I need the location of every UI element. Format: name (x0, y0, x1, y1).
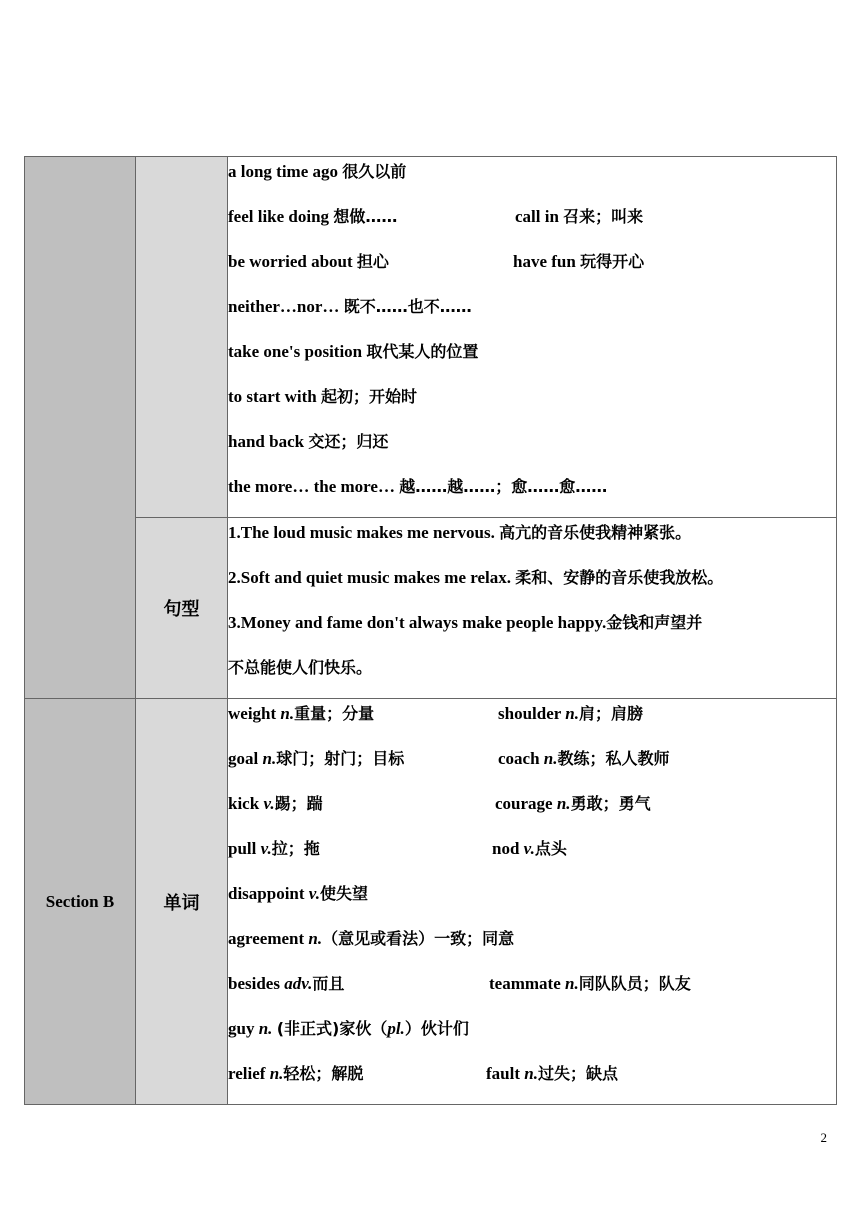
word: pull (228, 839, 257, 858)
meaning: 踢；踹 (274, 794, 323, 813)
meaning: 拉；拖 (271, 839, 320, 858)
section-b-cell (25, 699, 136, 1105)
meaning: 而且 (312, 974, 345, 993)
part-of-speech: pl. (387, 1019, 405, 1038)
phrase-cn: 交还；归还 (308, 432, 389, 451)
sentence-category-cell (136, 518, 228, 699)
phrase-line (228, 472, 836, 517)
phrase-en: the more… the more… (228, 477, 395, 496)
part-of-speech: n. (565, 974, 579, 993)
meaning: 肩；肩膀 (578, 704, 643, 723)
phrase-en: have fun (513, 252, 576, 271)
word: agreement (228, 929, 305, 948)
word-second (492, 834, 567, 864)
part-of-speech: n. (556, 794, 571, 813)
section-a-cell (25, 157, 136, 699)
word-line (228, 699, 836, 744)
phrase-cn: 既不……也不…… (343, 297, 472, 316)
part-of-speech: adv. (284, 974, 313, 993)
section-b-label: Section B (45, 891, 115, 911)
word-second (486, 1059, 618, 1089)
word-line (228, 924, 836, 969)
sentence-line (228, 608, 836, 653)
phrase-en: hand back (228, 432, 305, 451)
sentences-row (25, 518, 837, 699)
meaning: （意见或看法）一致；同意 (322, 929, 515, 948)
phrases-category-cell (136, 157, 228, 518)
part-of-speech: n. (258, 1019, 273, 1038)
phrase-en: a long time ago (228, 162, 339, 181)
sentence-cn: 金钱和声望并 (606, 613, 703, 632)
sentence-cn: 不总能使人们快乐。 (228, 658, 373, 677)
part-of-speech: v. (260, 839, 272, 858)
meaning: 重量；分量 (294, 704, 375, 723)
phrase-cn: 想做…… (333, 207, 398, 226)
meaning: 使失望 (319, 884, 368, 903)
word: guy (228, 1019, 255, 1038)
words-row (25, 699, 837, 1105)
phrase-en: neither…nor… (228, 297, 340, 316)
sentence-line (228, 518, 836, 563)
word: goal (228, 749, 259, 768)
word-line (228, 1014, 836, 1059)
phrase-en: feel like doing (228, 207, 330, 226)
part-of-speech: n. (543, 749, 558, 768)
phrase-cn: 很久以前 (342, 162, 407, 181)
word-second (489, 969, 691, 999)
sentence-en: 3.Money and fame don't always make people happy. (228, 613, 607, 632)
phrase-line (228, 427, 836, 472)
sentence-cn: 高亢的音乐使我精神紧张。 (499, 523, 692, 542)
sentence-en: 1.The loud music makes me nervous. (228, 523, 495, 542)
word: nod (492, 839, 520, 858)
vocabulary-table (24, 156, 837, 1105)
word-line (228, 879, 836, 924)
phrase-en: call in (515, 207, 559, 226)
words-category-cell (136, 699, 228, 1105)
sentence-line (228, 563, 836, 608)
meaning: 同队队员；队友 (578, 974, 691, 993)
word-line (228, 1059, 836, 1104)
word-line (228, 789, 836, 834)
part-of-speech: n. (262, 749, 277, 768)
phrase-line (228, 337, 836, 382)
phrase-line (228, 292, 836, 337)
part-of-speech: v. (523, 839, 535, 858)
part-of-speech: n. (565, 704, 579, 723)
word: disappoint (228, 884, 305, 903)
phrase-cn: 取代某人的位置 (366, 342, 479, 361)
phrase-line (228, 247, 836, 292)
part-of-speech: n. (524, 1064, 538, 1083)
part-of-speech: v. (308, 884, 320, 903)
meaning: (非正式)家伙（ (276, 1019, 388, 1038)
sentences-content (228, 518, 837, 699)
meaning: 勇敢；勇气 (570, 794, 651, 813)
word: coach (498, 749, 540, 768)
part-of-speech: n. (269, 1064, 284, 1083)
word-line (228, 744, 836, 789)
phrase-cn: 担心 (356, 252, 389, 271)
word-line (228, 834, 836, 879)
phrase-cn: 玩得开心 (580, 252, 645, 271)
word-second (495, 789, 651, 819)
word: weight (228, 704, 277, 723)
phrase-en: be worried about (228, 252, 353, 271)
phrase-en: to start with (228, 387, 317, 406)
phrases-content (228, 157, 837, 518)
phrase-line (228, 202, 836, 247)
phrases-row (25, 157, 837, 518)
page-number: 2 (820, 1130, 827, 1145)
meaning: ）伙计们 (404, 1019, 469, 1038)
meaning: 教练；私人教师 (557, 749, 670, 768)
part-of-speech: n. (280, 704, 295, 723)
meaning: 轻松；解脱 (283, 1064, 364, 1083)
phrase-second (513, 247, 644, 277)
phrase-cn: 起初；开始时 (321, 387, 418, 406)
word: teammate (489, 974, 561, 993)
phrase-cn: 召来；叫来 (563, 207, 644, 226)
words-content (228, 699, 837, 1105)
word: shoulder (498, 704, 561, 723)
part-of-speech: v. (263, 794, 275, 813)
word: kick (228, 794, 260, 813)
sentence-line (228, 653, 836, 698)
meaning: 过失；缺点 (537, 1064, 618, 1083)
word: besides (228, 974, 280, 993)
phrase-second (515, 202, 643, 232)
sentence-en: 2.Soft and quiet music makes me relax. (228, 568, 512, 587)
word: relief (228, 1064, 266, 1083)
sentence-cn: 柔和、安静的音乐使我放松。 (515, 568, 724, 587)
word: courage (495, 794, 553, 813)
word-line (228, 969, 836, 1014)
part-of-speech: n. (308, 929, 323, 948)
word-second (498, 699, 643, 729)
phrase-cn: 越……越……；愈……愈…… (399, 477, 608, 496)
meaning: 点头 (534, 839, 567, 858)
sentence-category-label: 句型 (163, 599, 200, 620)
phrase-line (228, 382, 836, 427)
words-category-label: 单词 (163, 892, 200, 914)
meaning: 球门；射门；目标 (276, 749, 405, 768)
phrase-line (228, 157, 836, 202)
word: fault (486, 1064, 520, 1083)
phrase-en: take one's position (228, 342, 363, 361)
word-second (498, 744, 670, 774)
